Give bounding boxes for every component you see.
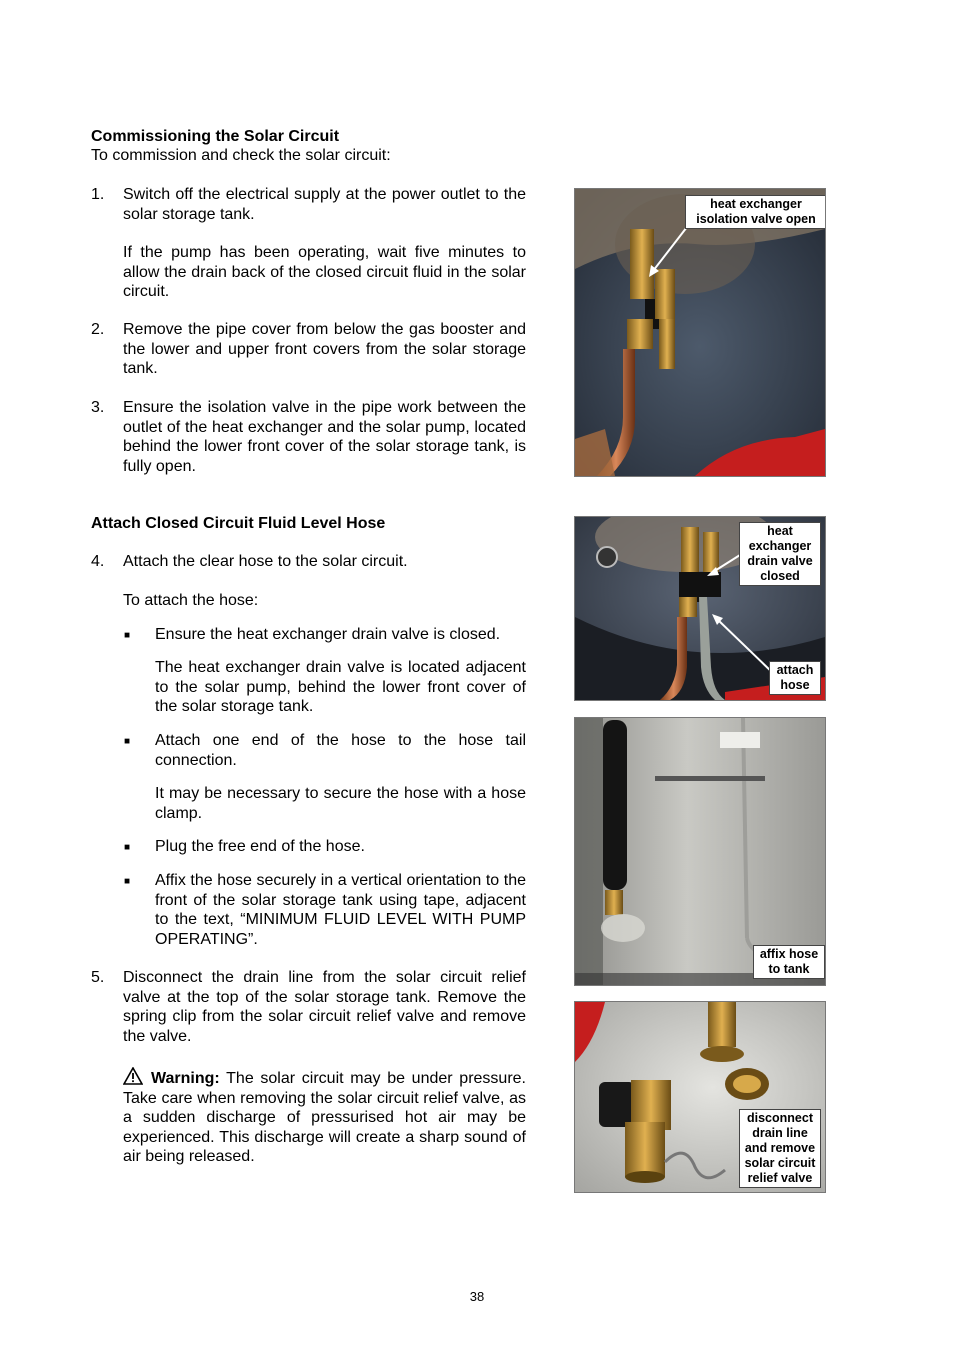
photo-caption: heat exchanger drain valve closed	[739, 522, 821, 586]
photo-tank-hose	[574, 717, 826, 986]
warning-icon	[123, 1067, 143, 1085]
step-text: Remove the pipe cover from below the gas booster and the lower and upper front covers from the solar storage tank.	[123, 321, 526, 377]
step-subtext: To attach the hose:	[123, 592, 259, 609]
bullet-note: The heat exchanger drain valve is located adjacent to the solar pump, behind the lower front cover of the solar storage tank.	[155, 659, 526, 715]
warning-paragraph	[123, 1067, 526, 1167]
section-heading-hose: Attach Closed Circuit Fluid Level Hose	[91, 515, 386, 532]
bullet-text: Attach one end of the hose to the hose tail connection.	[155, 732, 526, 769]
photo-relief-valve	[574, 1001, 826, 1193]
bullet-text: Affix the hose securely in a vertical orientation to the front of the solar storage tank using tape, adjacent to the text, “MINIMUM FLUID LEVEL WITH PUMP OPERATING”.	[155, 872, 526, 948]
page-number: 38	[469, 1289, 485, 1304]
photo-caption: disconnect drain line and remove solar circuit relief valve	[739, 1109, 821, 1188]
photo-caption: affix hose to tank	[753, 945, 825, 979]
bullet-note: It may be necessary to secure the hose with a hose clamp.	[155, 785, 526, 822]
bullet-marker: ■	[124, 842, 131, 853]
bullet-marker: ■	[124, 876, 131, 887]
step-text: Disconnect the drain line from the solar circuit relief valve at the top of the solar storage tank. Remove the spring clip from the solar circuit relief valve and remove the valve.	[123, 969, 526, 1045]
section-intro: To commission and check the solar circuit:	[91, 147, 391, 164]
step-text: Attach the clear hose to the solar circuit.	[123, 553, 408, 570]
bullet-text: Plug the free end of the hose.	[155, 838, 365, 855]
step-number: 3.	[91, 399, 105, 416]
section-heading-commissioning: Commissioning the Solar Circuit	[91, 128, 340, 145]
photo-drain-valve	[574, 516, 826, 701]
step-text: Switch off the electrical supply at the power outlet to the solar storage tank.	[123, 186, 526, 223]
photo-caption: attach hose	[769, 661, 821, 695]
photo-isolation-valve	[574, 188, 826, 477]
step-number: 5.	[91, 969, 105, 986]
step-number: 1.	[91, 186, 105, 203]
step-text: Ensure the isolation valve in the pipe work between the outlet of the heat exchanger and the solar pump, located behind the lower front cover of the solar storage tank, is fully open.	[123, 399, 526, 475]
bullet-marker: ■	[124, 736, 131, 747]
bullet-marker: ■	[124, 630, 131, 641]
arrow-pointer	[575, 189, 825, 476]
warning-text: The solar circuit may be under pressure. Take care when removing the solar circuit relief valve, as a sudden discharge of pressurised hot air may be experienced. This discharge will create a sharp sound of air being released.	[123, 1070, 526, 1165]
step-note: If the pump has been operating, wait five minutes to allow the drain back of the closed circuit fluid in the solar circuit.	[123, 244, 526, 300]
photo-caption: heat exchanger isolation valve open	[685, 195, 826, 229]
warning-label: Warning:	[151, 1070, 220, 1087]
step-number: 2.	[91, 321, 105, 338]
bullet-text: Ensure the heat exchanger drain valve is closed.	[155, 626, 501, 643]
step-number: 4.	[91, 553, 105, 570]
